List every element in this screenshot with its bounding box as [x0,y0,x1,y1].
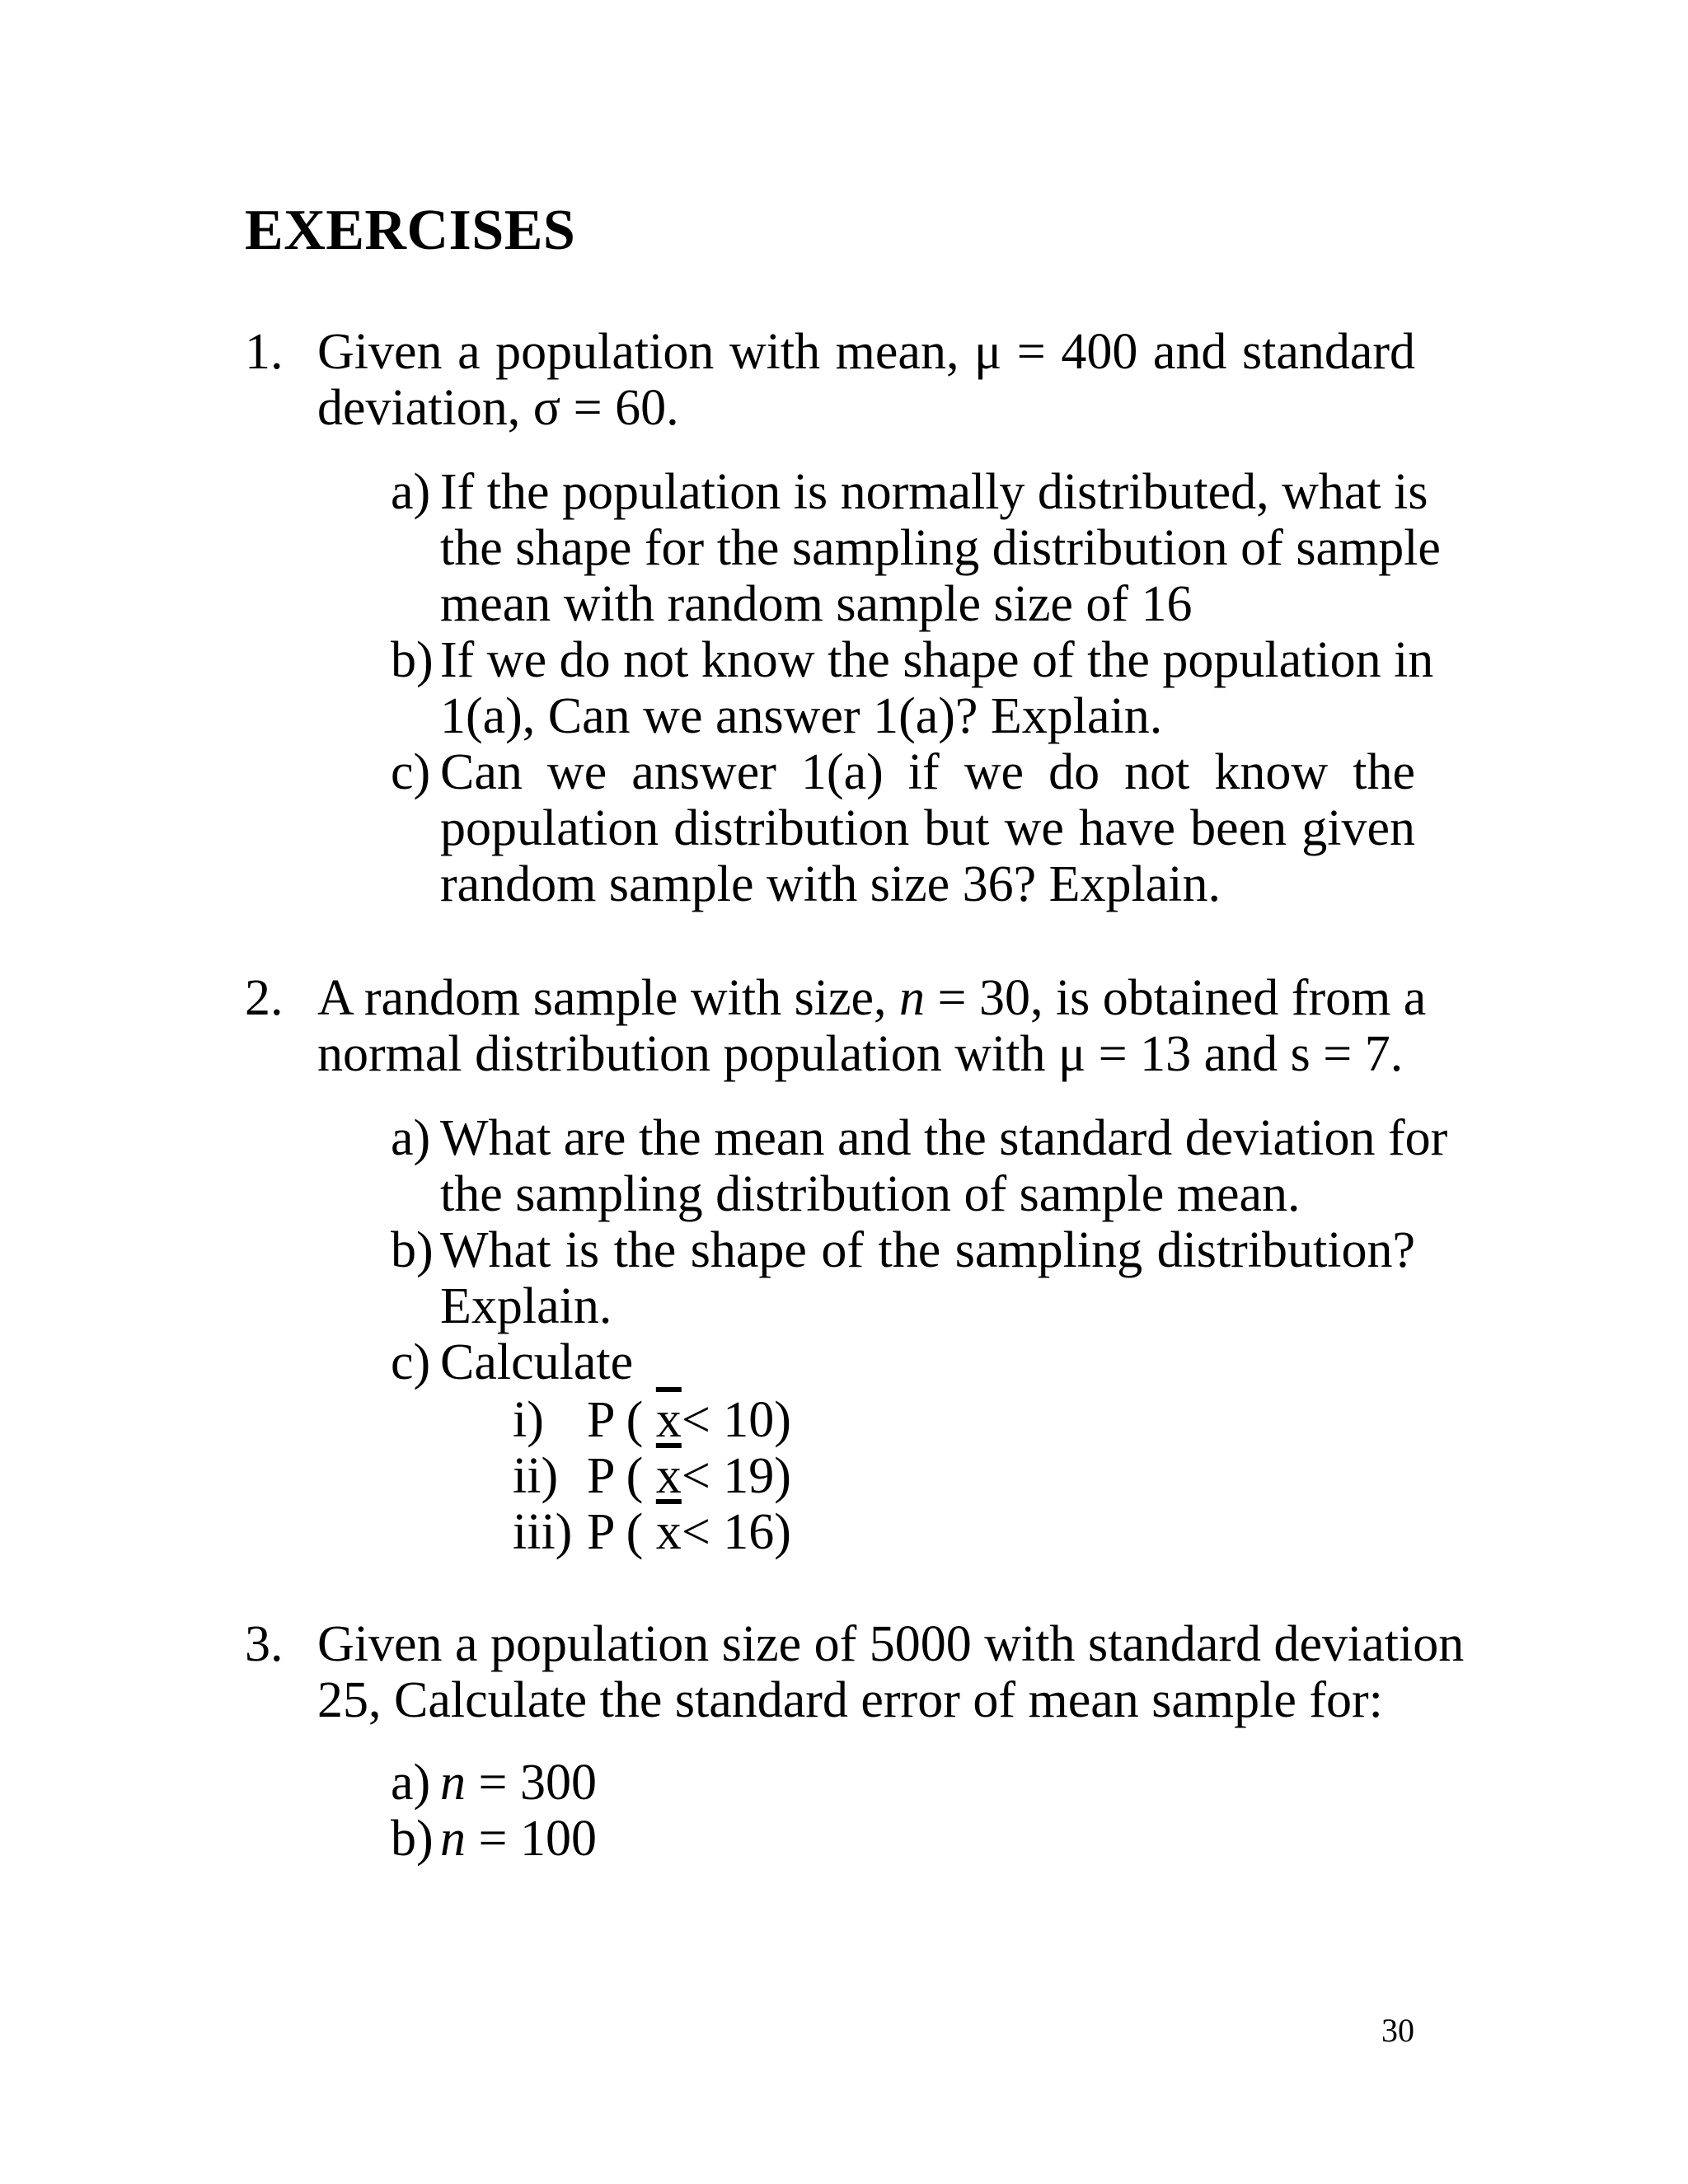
item-label: iii) [513,1504,573,1560]
sub-item-text: n = 300 [440,1755,597,1811]
sub-item-label: a) [391,1110,431,1166]
sub-item-text: If the population is normally distributed, what is [440,464,1428,520]
question-number: 3. [245,1616,284,1672]
sub-item-text: If we do not know the shape of the population in [440,632,1434,688]
sub-item-label: a) [391,464,431,520]
item-label: ii) [513,1448,559,1504]
sub-item-text: What are the mean and the standard deviation for [440,1110,1448,1166]
sub-item-label: b) [391,1222,434,1278]
sub-item-label: b) [391,1811,434,1867]
sub-item-text: 1(a), Can we answer 1(a)? Explain. [440,688,1163,744]
sub-item-text: random sample with size 36? Explain. [440,856,1221,912]
item-expression: P ( $\overline{x}< 16$) [587,1504,791,1560]
sub-item-text: Calculate [440,1334,634,1390]
item-expression: P ( $\overline{x}< 19$) [587,1448,791,1504]
question-number: 2. [245,970,284,1026]
page-number: 30 [1381,2012,1414,2049]
sub-item-text: population distribution but we have been given [440,800,1415,856]
sub-item-text: the shape for the sampling distribution of sample [440,520,1441,576]
sub-item-label: b) [391,632,434,688]
item-expression: P ( $\overline{x}< 10$) [587,1392,791,1448]
sub-item-label: c) [391,744,431,800]
sub-item-label: c) [391,1334,431,1390]
question-number: 1. [245,324,284,380]
sub-item-text: Explain. [440,1278,612,1334]
question-stem-line: Given a population size of 5000 with standard deviation [317,1616,1465,1672]
question-stem-line: deviation, σ = 60. [317,380,679,436]
question-stem-line: Given a population with mean, μ = 400 and standard [317,324,1415,380]
question-stem-line: 25, Calculate the standard error of mean sample for: [317,1672,1383,1728]
sub-item-text: the sampling distribution of sample mean. [440,1166,1301,1222]
x-bar: $\overline{x}$ [655,1392,682,1448]
sub-item-label: a) [391,1755,431,1811]
page-title: EXERCISES [245,199,576,262]
sub-item-text: What is the shape of the sampling distribution? [440,1222,1415,1278]
sub-item-text: mean with random sample size of 16 [440,576,1193,632]
item-label: i) [513,1392,544,1448]
x-bar: $\overline{x}$ [655,1504,682,1560]
x-bar: $\overline{x}$ [655,1448,682,1504]
question-stem-line: A random sample with size, n = 30, is obtained from a [317,970,1427,1026]
sub-item-text: Can we answer 1(a) if we do not know the [440,744,1415,800]
question-stem-line: normal distribution population with μ = 13 and s = 7. [317,1026,1404,1082]
sub-item-text: n = 100 [440,1811,597,1867]
